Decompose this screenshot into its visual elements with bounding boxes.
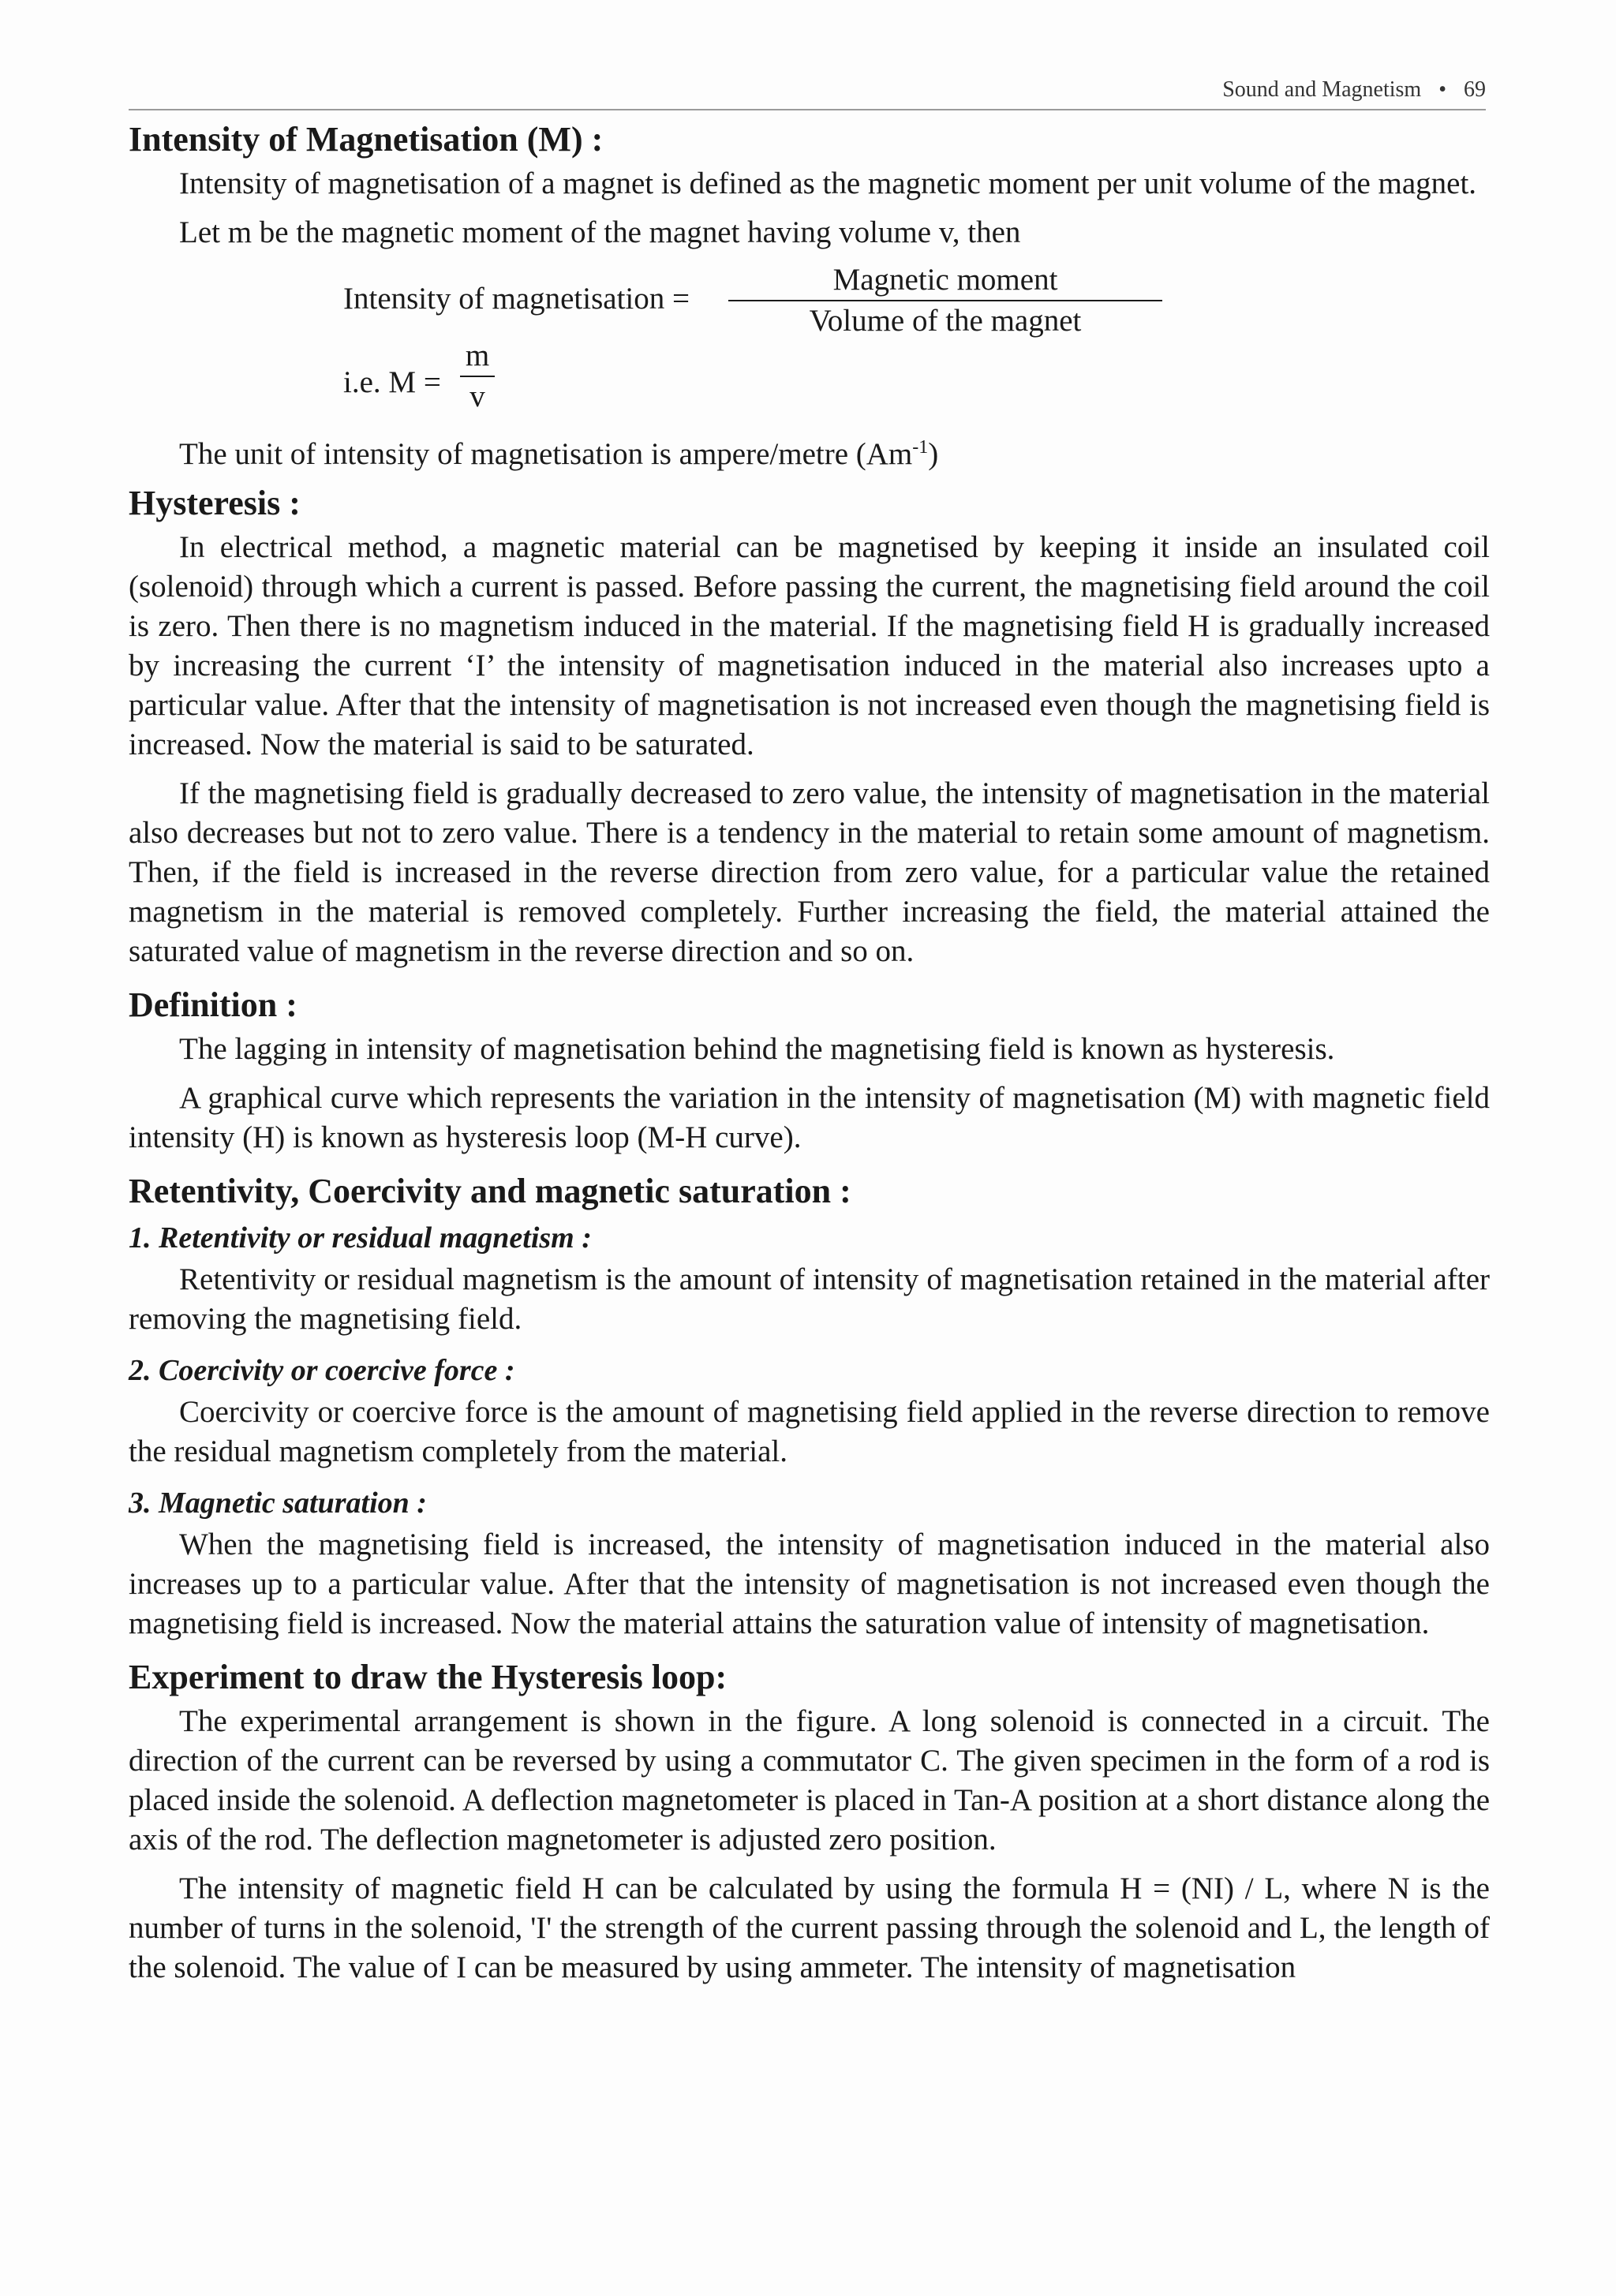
heading-intensity: Intensity of Magnetisation (M) : — [129, 120, 604, 159]
fraction-m-over-v — [460, 336, 495, 417]
page-number: 69 — [1464, 77, 1486, 102]
paragraph-intensity-definition: Intensity of magnetisation of a magnet is defined as the magnetic moment per unit volume of the magnet. — [179, 166, 1477, 200]
unit-text: The unit of intensity of magnetisation is ampere/metre (Am — [179, 437, 913, 471]
header-rule — [129, 109, 1486, 110]
paragraph-unit — [129, 428, 1490, 474]
formula-m — [129, 338, 1490, 428]
formula-m-lhs: i.e. M = — [343, 365, 441, 399]
running-title: Sound and Magnetism — [1222, 77, 1422, 102]
heading-retentivity: Retentivity, Coercivity and magnetic saturation : — [129, 1172, 851, 1210]
formula-intensity-lhs: Intensity of magnetisation = — [343, 282, 690, 316]
fraction-denominator: Volume of the magnet — [809, 304, 1082, 338]
header-bullet: • — [1438, 77, 1446, 102]
paragraph-experiment-1: The experimental arrangement is shown in the figure. A long solenoid is connected in a circuit. The direction of the current can be reversed by using a commutator C. The given specimen in the form of a rod is placed inside the solenoid. A deflection magnetometer is placed in Tan-A position at a short distance along the axis of the rod. The deflection magnetometer is adjusted zero position. — [129, 1704, 1490, 1857]
paragraph-definition-2: A graphical curve which represents the variation in the intensity of magnetisation (M) with magnetic field intensity (H) is known as hysteresis loop (M-H curve). — [129, 1081, 1490, 1154]
paragraph-experiment-2: The intensity of magnetic field H can be calculated by using the formula H = (NI) / L, where N is the number of turns in the solenoid, 'I' the strength of the current passing through the solenoid and L, the length of the solenoid. The value of I can be measured by using ammeter. The intensity of magnetisation — [129, 1872, 1490, 1984]
formula-intensity — [129, 262, 1490, 341]
heading-definition: Definition : — [129, 985, 297, 1024]
fraction-intensity — [728, 260, 1162, 341]
subheading-coercivity: 2. Coercivity or coercive force : — [129, 1354, 515, 1387]
paragraph-hysteresis-1: In electrical method, a magnetic material can be magnetised by keeping it inside an insulated coil (solenoid) through which a current is passed. Before passing the current, the magnetising field around the coil is zero. Then there is no magnetism induced in the material. If the magnetising field H is gradually increased by increasing the current ‘I’ the intensity of magnetisation induced in the material also increases upto a particular value. After that the intensity of magnetisation is not increased even though the magnetising field is increased. Now the material is said to be saturated. — [129, 530, 1490, 761]
paragraph-retentivity: Retentivity or residual magnetism is the amount of intensity of magnetisation retained in the material after removing the magnetising field. — [129, 1262, 1490, 1336]
paragraph-hysteresis-2: If the magnetising field is gradually decreased to zero value, the intensity of magnetisation in the material also decreases but not to zero value. There is a tendency in the material to retain some amount of magnetism. Then, if the field is increased in the reverse direction from zero value, for a particular value the retained magnetism in the material is removed completely. Further increasing the field, the material attained the saturated value of magnetism in the reverse direction and so on. — [129, 776, 1490, 968]
fraction-denominator: v — [469, 380, 485, 413]
paragraph-coercivity: Coercivity or coercive force is the amount of magnetising field applied in the reverse direction to remove the residual magnetism completely from the material. — [129, 1395, 1490, 1468]
fraction-numerator: m — [465, 338, 490, 372]
subheading-retentivity: 1. Retentivity or residual magnetism : — [129, 1221, 592, 1255]
unit-superscript: -1 — [912, 437, 929, 458]
paragraph-definition-1: The lagging in intensity of magnetisation behind the magnetising field is known as hysteresis. — [179, 1032, 1335, 1066]
page-content — [129, 115, 1490, 1997]
unit-close: ) — [928, 437, 939, 471]
heading-hysteresis: Hysteresis : — [129, 484, 301, 522]
paragraph-saturation: When the magnetising field is increased, the intensity of magnetisation induced in the material also increases up to a particular value. After that the intensity of magnetisation is not increased even though the magnetising field is increased. Now the material attains the saturation value of intensity of magnetisation. — [129, 1528, 1490, 1640]
heading-experiment: Experiment to draw the Hysteresis loop: — [129, 1658, 728, 1696]
page-header — [129, 77, 1486, 103]
paragraph-intensity-let: Let m be the magnetic moment of the magnet having volume v, then — [179, 215, 1021, 249]
fraction-numerator: Magnetic moment — [832, 263, 1058, 297]
subheading-saturation: 3. Magnetic saturation : — [129, 1486, 427, 1520]
